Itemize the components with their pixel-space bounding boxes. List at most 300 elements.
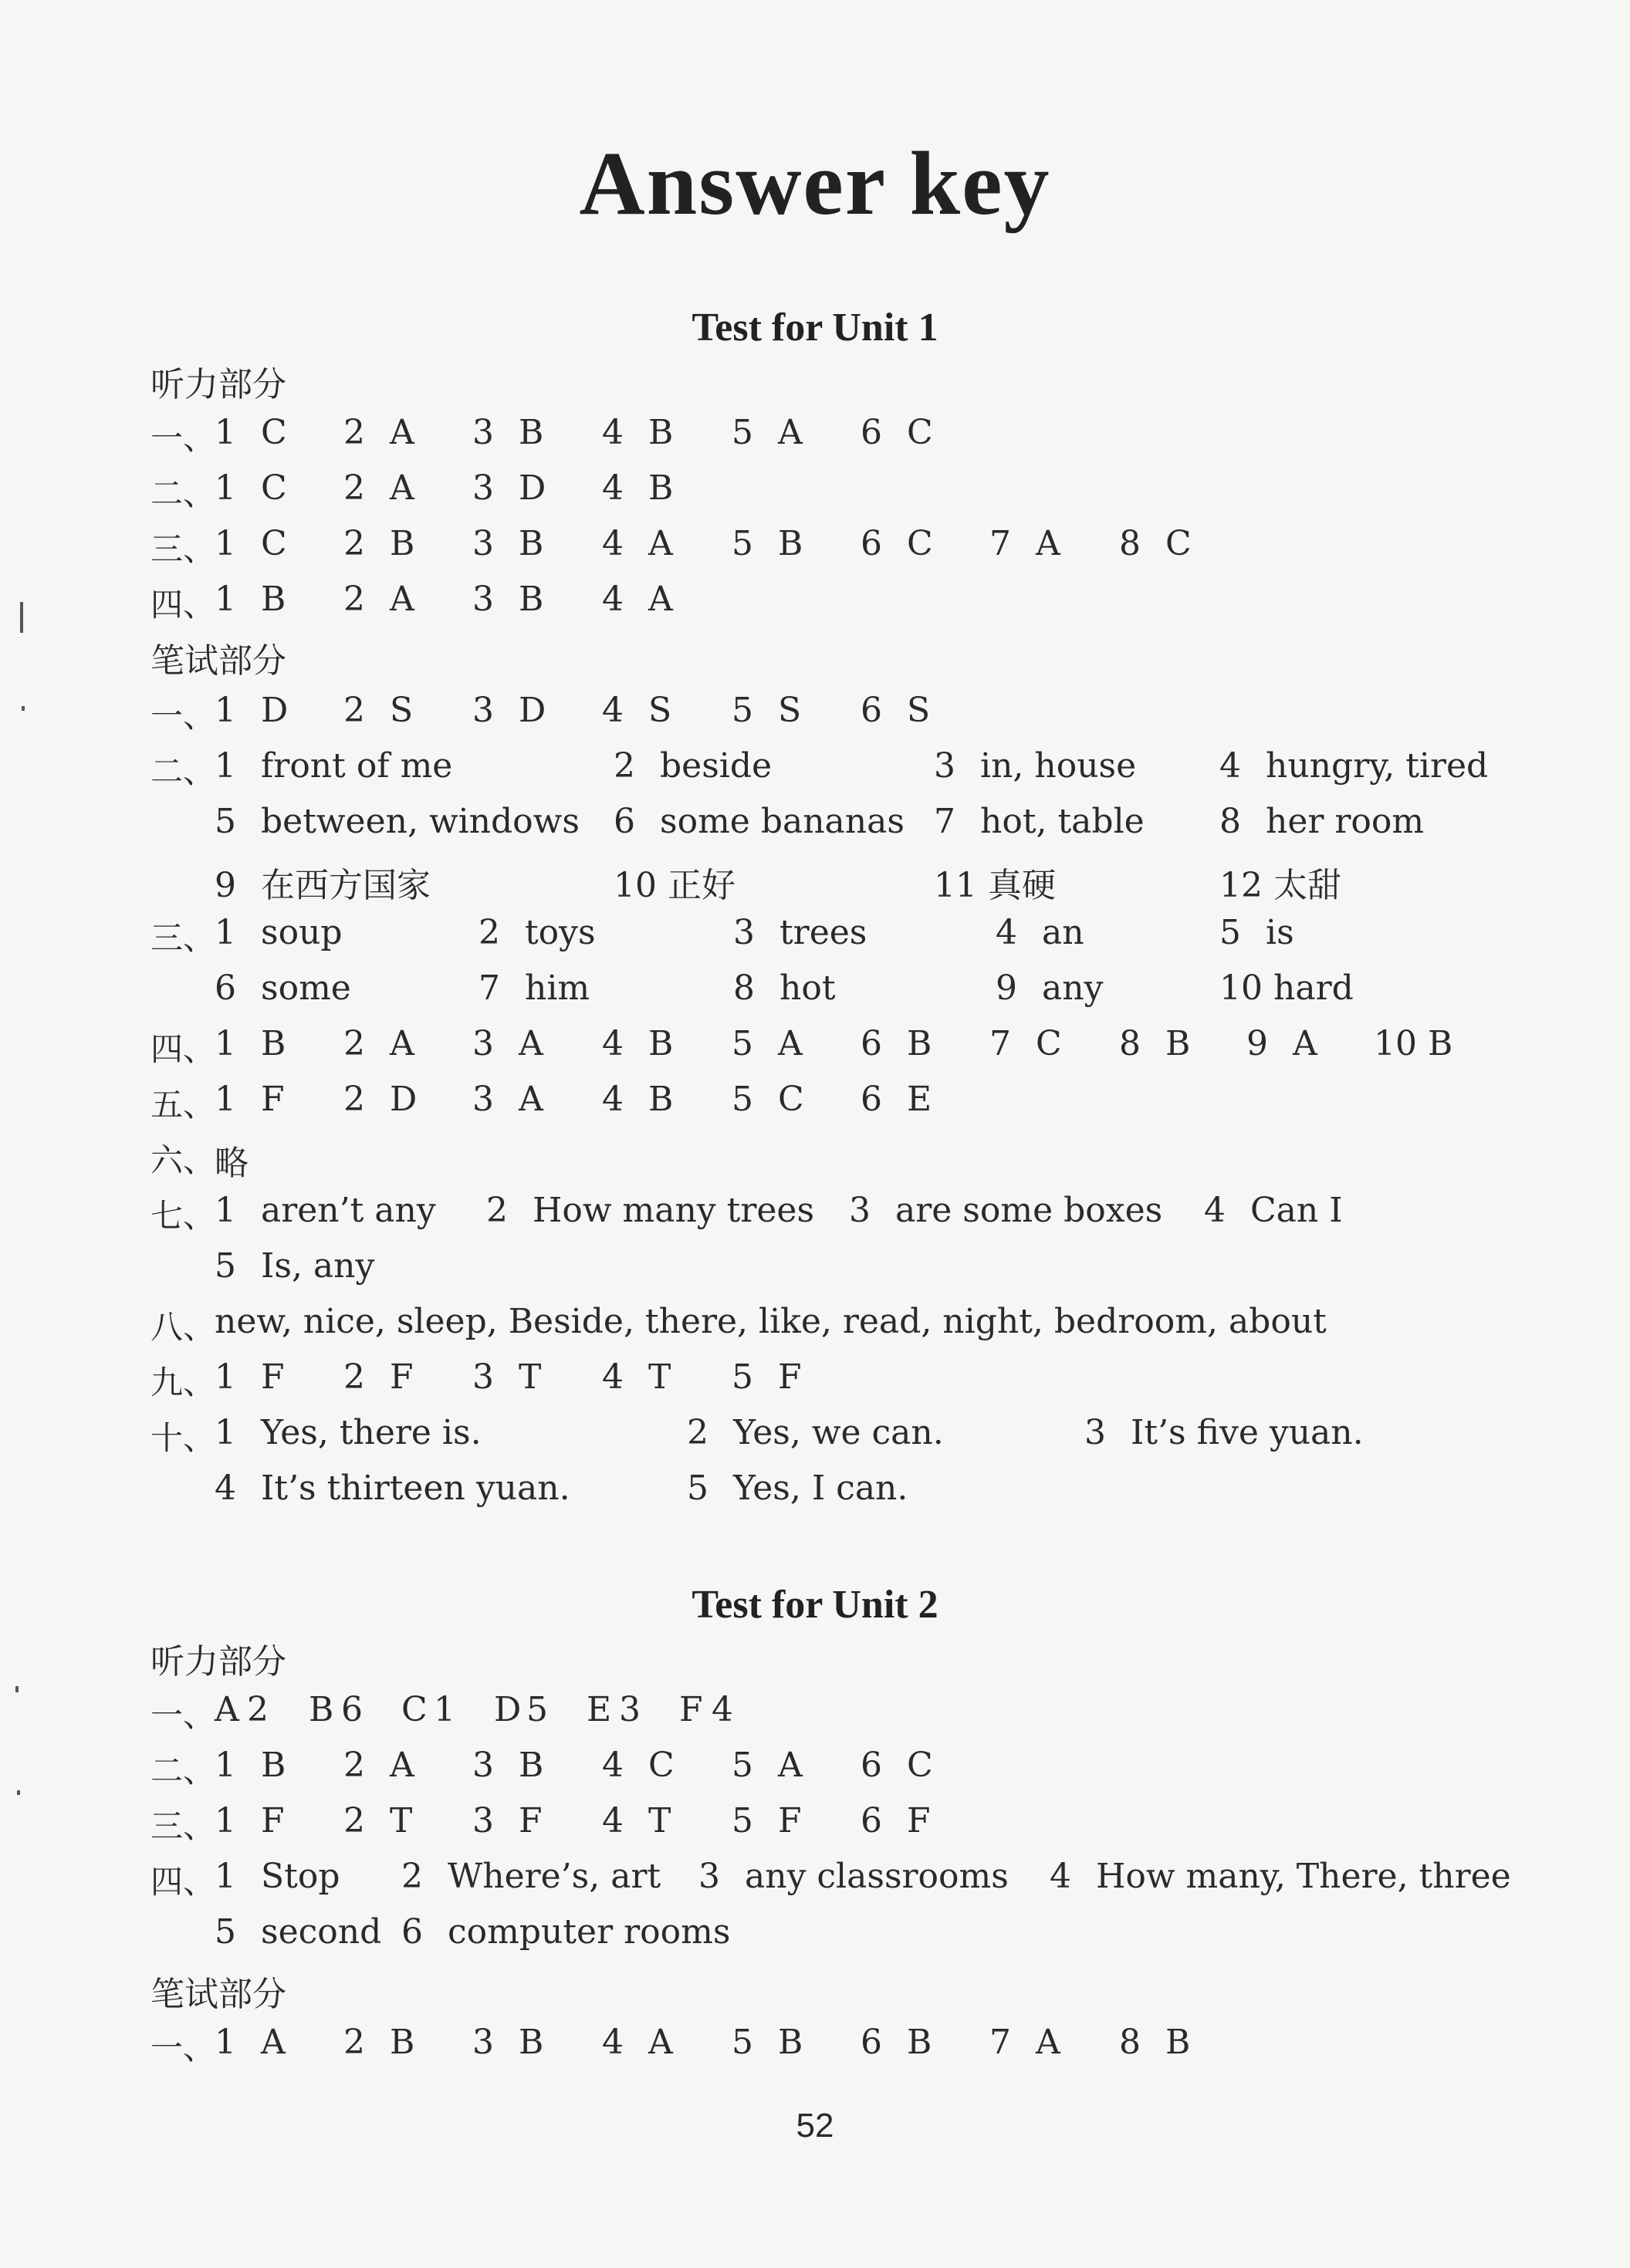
answer-item	[215, 1690, 269, 1729]
item-number: 2	[343, 468, 365, 508]
question-number: 二、	[150, 475, 216, 512]
answer-item	[732, 524, 803, 563]
answer-item	[732, 2023, 803, 2062]
answer-item	[486, 1191, 814, 1230]
answer-item	[614, 857, 736, 907]
answer-item	[996, 913, 1084, 952]
item-number: 2	[687, 1413, 708, 1452]
item-answer: computer rooms	[448, 1912, 731, 1952]
question-number: 二、	[150, 1752, 216, 1790]
answer-row	[150, 1413, 1584, 1459]
item-number: 3	[472, 1080, 494, 1119]
answer-row	[150, 1024, 1584, 1070]
item-number: 7	[989, 2023, 1011, 2062]
item-answer: F	[261, 1357, 285, 1397]
item-answer: 真硬	[988, 866, 1056, 905]
answer-item	[1219, 857, 1341, 907]
item-number: 8	[733, 968, 755, 1008]
answer-text: 略	[215, 1144, 249, 1183]
answer-item	[989, 1024, 1062, 1063]
answer-item	[989, 2023, 1060, 2062]
item-number: 7	[989, 1024, 1011, 1063]
item-number: 5	[732, 1746, 753, 1785]
item-answer: A	[519, 1080, 543, 1119]
item-number: 6	[861, 1746, 882, 1785]
question-number: 三、	[150, 530, 216, 568]
item-answer: front of me	[261, 746, 453, 786]
item-number: 1	[215, 746, 236, 786]
item-answer: A	[390, 580, 414, 619]
item-answer: some	[261, 968, 351, 1008]
item-answer: B	[519, 413, 544, 452]
answer-item	[732, 1024, 803, 1063]
item-answer: 2	[247, 1690, 269, 1729]
item-answer: A	[778, 413, 803, 452]
question-number: 四、	[150, 1863, 216, 1901]
answer-row	[150, 1746, 1584, 1792]
item-letter: B	[309, 1690, 334, 1729]
item-answer: B	[1428, 1024, 1453, 1063]
item-number: 6	[861, 1801, 882, 1840]
answer-item	[849, 1191, 1162, 1230]
item-letter: F	[679, 1690, 703, 1729]
item-number: 3	[472, 1801, 494, 1840]
item-number: 1	[215, 1191, 236, 1230]
item-number: 5	[215, 802, 236, 841]
item-answer: C	[1165, 524, 1192, 563]
item-number: 4	[602, 2023, 624, 2062]
item-number: 5	[732, 524, 753, 563]
item-answer: A	[390, 1024, 414, 1063]
item-number: 11	[934, 866, 977, 905]
answer-item	[602, 413, 673, 452]
item-answer: trees	[779, 913, 867, 952]
item-number: 5	[732, 1024, 753, 1063]
answer-text: new, nice, sleep, Beside, there, like, read, night, bedroom, about	[215, 1302, 1327, 1341]
item-number: 2	[343, 580, 365, 619]
answer-item	[479, 968, 590, 1008]
item-number: 1	[215, 1857, 236, 1896]
item-number: 4	[602, 1080, 624, 1119]
item-answer: C	[1036, 1024, 1062, 1063]
item-number: 8	[1119, 524, 1141, 563]
item-number: 1	[215, 1024, 236, 1063]
item-number: 4	[1219, 746, 1241, 786]
answer-row	[150, 1246, 1584, 1293]
item-number: 2	[343, 1357, 365, 1397]
item-answer: T	[648, 1357, 671, 1397]
item-answer: F	[261, 1801, 285, 1840]
item-answer: A	[648, 2023, 673, 2062]
item-answer: B	[390, 524, 415, 563]
item-answer: hard	[1273, 968, 1354, 1008]
item-answer: C	[778, 1080, 804, 1119]
item-answer: B	[648, 413, 674, 452]
item-number: 5	[732, 691, 753, 730]
item-number: 3	[472, 1746, 494, 1785]
item-number: 6	[215, 968, 236, 1008]
question-number: 二、	[150, 752, 216, 790]
item-number: 4	[602, 580, 624, 619]
item-number: 3	[472, 1357, 494, 1397]
answer-item	[934, 857, 1056, 907]
item-answer: A	[390, 413, 414, 452]
answer-row	[150, 913, 1584, 959]
item-answer: A	[648, 580, 673, 619]
item-number: 4	[602, 1357, 624, 1397]
item-answer: 在西方国家	[261, 866, 431, 905]
item-answer: B	[261, 1746, 286, 1785]
item-answer: 1	[434, 1690, 455, 1729]
answer-item	[343, 524, 414, 563]
answer-item	[996, 968, 1103, 1008]
answer-item	[1219, 913, 1294, 952]
item-number: 4	[602, 524, 624, 563]
item-letter: E	[587, 1690, 612, 1729]
answer-item	[215, 691, 288, 730]
question-number: 十、	[150, 1419, 216, 1457]
answer-item	[215, 2023, 286, 2062]
answer-item	[934, 802, 1145, 841]
item-number: 3	[849, 1191, 871, 1230]
item-answer: F	[390, 1357, 414, 1397]
answer-row	[150, 468, 1584, 515]
answer-item	[1050, 1857, 1511, 1896]
answer-item	[1219, 746, 1488, 786]
answer-item	[215, 1746, 286, 1785]
item-answer: A	[519, 1024, 543, 1063]
item-answer: A	[1036, 2023, 1060, 2062]
answer-row	[150, 1912, 1584, 1959]
item-answer: in, house	[980, 746, 1137, 786]
answer-item	[343, 1357, 414, 1397]
answer-item	[861, 413, 933, 452]
item-answer: C	[907, 524, 933, 563]
item-number: 5	[732, 413, 753, 452]
item-number: 6	[861, 1080, 882, 1119]
item-answer: S	[390, 691, 414, 730]
answer-row	[150, 802, 1584, 848]
item-answer: 正好	[668, 866, 736, 905]
answer-item	[732, 413, 803, 452]
item-number: 6	[614, 802, 635, 841]
answer-item	[215, 857, 431, 907]
answer-row	[150, 413, 1584, 459]
item-answer: him	[525, 968, 590, 1008]
item-answer: 5	[526, 1690, 548, 1729]
item-number: 3	[934, 746, 955, 786]
question-number: 一、	[150, 419, 216, 457]
item-number: 3	[1084, 1413, 1106, 1452]
answer-item	[215, 1469, 570, 1508]
answer-item	[602, 2023, 673, 2062]
item-answer: an	[1042, 913, 1084, 952]
answer-item	[479, 913, 596, 952]
item-number: 4	[996, 913, 1017, 952]
item-answer: T	[390, 1801, 413, 1840]
item-answer: B	[907, 2023, 932, 2062]
item-answer: A	[778, 1024, 803, 1063]
item-number: 6	[861, 2023, 882, 2062]
answer-item	[215, 1357, 285, 1397]
question-number: 六、	[150, 1141, 216, 1179]
item-number: 1	[215, 468, 236, 508]
answer-item	[732, 1746, 803, 1785]
answer-item	[1204, 1191, 1343, 1230]
item-answer: A	[778, 1746, 803, 1785]
item-number: 9	[215, 866, 236, 905]
item-answer: D	[519, 691, 546, 730]
answer-row	[150, 968, 1584, 1015]
item-answer: aren’t any	[261, 1191, 436, 1230]
item-number: 1	[215, 1413, 236, 1452]
answer-row	[150, 691, 1584, 737]
item-answer: B	[648, 468, 674, 508]
answer-item	[861, 1024, 932, 1063]
answer-row	[150, 746, 1584, 793]
item-number: 3	[472, 2023, 494, 2062]
item-number: 2	[614, 746, 635, 786]
answer-item	[733, 968, 836, 1008]
item-answer: is	[1266, 913, 1294, 952]
item-number: 6	[401, 1912, 423, 1952]
item-answer: D	[519, 468, 546, 508]
item-answer: soup	[261, 913, 343, 952]
answer-row	[150, 580, 1584, 626]
answer-item	[861, 1080, 932, 1119]
item-number: 3	[472, 580, 494, 619]
answer-item	[602, 1024, 673, 1063]
answer-item	[215, 1857, 340, 1896]
item-answer: Yes, there is.	[261, 1413, 482, 1452]
item-answer: Yes, I can.	[733, 1469, 908, 1508]
item-answer: 6	[341, 1690, 363, 1729]
item-number: 4	[1050, 1857, 1071, 1896]
answer-item	[1119, 1024, 1190, 1063]
answer-item	[733, 913, 867, 952]
item-answer: A	[261, 2023, 286, 2062]
item-number: 1	[215, 524, 236, 563]
item-answer: B	[1165, 2023, 1191, 2062]
item-number: 1	[215, 1357, 236, 1397]
item-answer: How many, There, three	[1096, 1857, 1511, 1896]
item-number: 8	[1219, 802, 1241, 841]
answer-item	[494, 1690, 548, 1729]
answer-row	[150, 1302, 1584, 1348]
answer-item	[472, 1801, 543, 1840]
item-answer: are some boxes	[895, 1191, 1163, 1230]
item-answer: A	[390, 468, 414, 508]
answer-item	[472, 1746, 543, 1785]
item-number: 4	[602, 1801, 624, 1840]
item-answer: A	[1036, 524, 1060, 563]
question-number: 三、	[150, 919, 216, 957]
item-letter: D	[494, 1690, 522, 1729]
item-answer: F	[778, 1357, 802, 1397]
item-number: 1	[215, 580, 236, 619]
answer-item	[1246, 1024, 1317, 1063]
answer-item	[732, 1801, 802, 1840]
answer-item	[687, 1469, 908, 1508]
question-number: 八、	[150, 1308, 216, 1346]
answer-item	[472, 580, 543, 619]
answer-item	[934, 746, 1136, 786]
item-letter: A	[215, 1690, 239, 1729]
answer-item	[472, 691, 546, 730]
answer-row	[150, 524, 1584, 570]
question-number: 七、	[150, 1197, 216, 1235]
answer-item	[343, 1080, 417, 1119]
answer-item	[215, 413, 287, 452]
item-answer: Is, any	[261, 1246, 375, 1286]
question-number: 三、	[150, 1807, 216, 1845]
item-number: 2	[343, 2023, 365, 2062]
answer-row	[150, 1135, 1584, 1181]
item-answer: her room	[1266, 802, 1425, 841]
item-answer: B	[1165, 1024, 1191, 1063]
answer-item	[343, 1746, 414, 1785]
item-number: 2	[343, 1746, 365, 1785]
answer-item	[1084, 1413, 1364, 1452]
item-answer: F	[907, 1801, 931, 1840]
item-answer: B	[519, 524, 544, 563]
item-number: 3	[733, 913, 755, 952]
answer-item	[861, 524, 933, 563]
answer-item	[215, 468, 287, 508]
answer-row	[150, 1357, 1584, 1404]
item-number: 4	[602, 468, 624, 508]
item-number: 5	[732, 1357, 753, 1397]
answer-item	[472, 2023, 543, 2062]
item-answer: S	[648, 691, 672, 730]
answer-item	[1374, 1024, 1452, 1063]
answer-item	[732, 691, 801, 730]
item-answer: B	[390, 2023, 415, 2062]
item-number: 4	[602, 1024, 624, 1063]
answer-item	[1219, 802, 1424, 841]
answer-item	[343, 580, 414, 619]
item-answer: How many trees	[533, 1191, 815, 1230]
answer-item	[1119, 524, 1192, 563]
answer-item	[215, 1246, 374, 1286]
answer-item	[309, 1690, 363, 1729]
answer-row	[150, 1801, 1584, 1847]
item-number: 8	[1119, 2023, 1141, 2062]
item-answer: C	[907, 413, 933, 452]
question-number: 一、	[150, 2029, 216, 2067]
answer-item	[614, 746, 772, 786]
item-answer: C	[261, 468, 287, 508]
item-number: 4	[602, 691, 624, 730]
item-number: 2	[343, 524, 365, 563]
answer-item	[215, 746, 452, 786]
item-number: 6	[861, 691, 882, 730]
answer-item	[343, 1024, 414, 1063]
item-answer: S	[778, 691, 802, 730]
item-answer: T	[648, 1801, 671, 1840]
item-answer: any classrooms	[745, 1857, 1009, 1896]
answer-item	[1119, 2023, 1190, 2062]
item-answer: A	[648, 524, 673, 563]
item-answer: B	[519, 2023, 544, 2062]
item-number: 3	[698, 1857, 720, 1896]
answer-item	[861, 1801, 931, 1840]
answer-item	[679, 1690, 733, 1729]
item-number: 3	[472, 413, 494, 452]
answer-item	[602, 1746, 675, 1785]
item-number: 3	[472, 524, 494, 563]
item-number: 6	[861, 1024, 882, 1063]
item-number: 1	[215, 1746, 236, 1785]
answer-item	[861, 1746, 933, 1785]
answer-item	[602, 691, 671, 730]
answer-item	[472, 524, 543, 563]
answer-item	[602, 468, 673, 508]
answer-item	[602, 580, 673, 619]
item-number: 4	[1204, 1191, 1226, 1230]
answer-item	[215, 524, 287, 563]
answer-item	[215, 913, 343, 952]
scan-mark	[22, 706, 25, 711]
answer-row	[150, 857, 1584, 904]
item-number: 7	[989, 524, 1011, 563]
section-label: 听力部分	[150, 365, 286, 404]
answer-row	[150, 1857, 1584, 1903]
answer-item	[472, 468, 546, 508]
item-number: 5	[732, 1080, 753, 1119]
answer-row	[150, 1191, 1584, 1237]
item-answer: A	[390, 1746, 414, 1785]
item-answer: hot, table	[980, 802, 1145, 841]
answer-item	[472, 1080, 543, 1119]
item-answer: C	[261, 524, 287, 563]
answer-item	[472, 1357, 541, 1397]
item-answer: hungry, tired	[1266, 746, 1489, 786]
item-number: 3	[472, 691, 494, 730]
answer-row	[150, 2023, 1584, 2069]
section-label: 笔试部分	[150, 1975, 286, 2014]
answer-item	[732, 1080, 804, 1119]
page-title: Answer key	[579, 133, 1051, 234]
section-label: 听力部分	[150, 1642, 286, 1682]
scan-mark	[20, 602, 23, 633]
item-number: 6	[861, 524, 882, 563]
answer-item	[343, 468, 414, 508]
item-number: 2	[486, 1191, 508, 1230]
answer-item	[861, 2023, 932, 2062]
item-answer: D	[261, 691, 289, 730]
item-answer: F	[261, 1080, 285, 1119]
answer-item	[698, 1857, 1009, 1896]
answer-item	[343, 691, 413, 730]
answer-item	[401, 1912, 730, 1952]
answer-row	[150, 1690, 1584, 1736]
question-number: 一、	[150, 1696, 216, 1734]
item-answer: E	[907, 1080, 932, 1119]
item-number: 1	[215, 1801, 236, 1840]
item-number: 6	[861, 413, 882, 452]
answer-item	[989, 524, 1060, 563]
answer-item	[1219, 968, 1354, 1008]
answer-item	[602, 524, 673, 563]
item-number: 1	[215, 413, 236, 452]
item-number: 2	[479, 913, 500, 952]
item-number: 2	[343, 691, 365, 730]
answer-item	[472, 1024, 543, 1063]
item-answer: B	[519, 1746, 544, 1785]
item-number: 3	[472, 1024, 494, 1063]
answer-item	[343, 2023, 414, 2062]
